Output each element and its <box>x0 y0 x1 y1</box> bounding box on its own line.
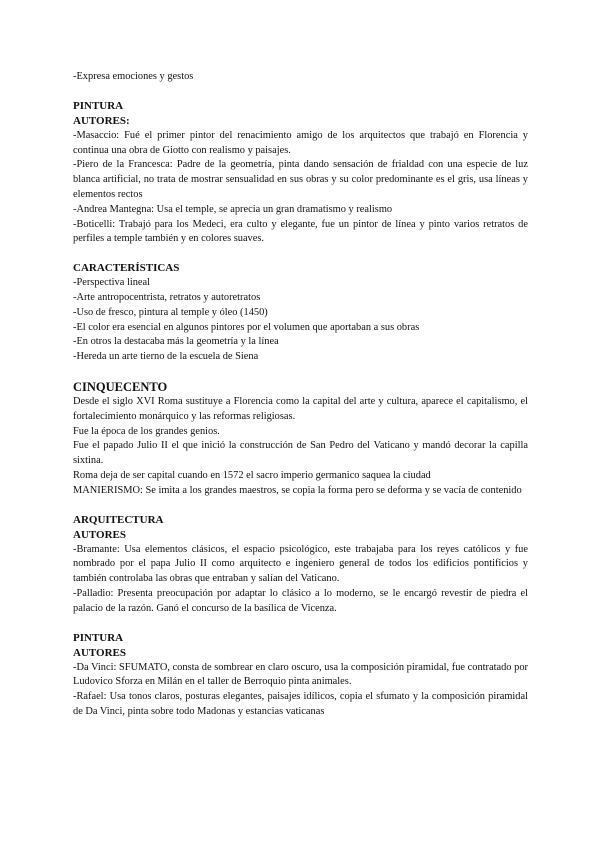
section-heading-arquitectura: ARQUITECTURA <box>73 513 164 526</box>
paragraph: -Da Vinci: SFUMATO, consta de sombrear en claro oscuro, usa la composición piramidal, fue contratado por Ludovico Sforza en Milán en el taller de Berroquio pinta animales. <box>73 661 528 688</box>
paragraph: MANIERISMO: Se imita a los grandes maestros, se copia la forma pero se deforma y se vacía de contenido <box>73 484 522 496</box>
list-item: -Hereda un arte tierno de la escuela de Siena <box>73 351 259 363</box>
subheading-autores: AUTORES <box>73 528 126 541</box>
list-item: -Perspectiva lineal <box>73 277 151 289</box>
subheading-autores: AUTORES <box>73 646 126 659</box>
list-item: -En otros la destacaba más la geometría y la línea <box>73 336 279 348</box>
paragraph: Desde el siglo XVI Roma sustituye a Florencia como la capital del arte y cultura, aparece el capitalismo, el fortalecimiento monárquico y las reformas religiosas. <box>73 395 528 422</box>
list-item: -El color era esencial en algunos pintores por el volumen que aportaban a sus obras <box>73 321 420 333</box>
list-item: -Uso de fresco, pintura al temple y óleo (1450) <box>73 306 268 318</box>
list-item: -Arte antropocentrista, retratos y autoretratos <box>73 291 261 303</box>
paragraph: Fue la época de los grandes genios. <box>73 425 220 437</box>
intro-line: -Expresa emociones y gestos <box>73 71 194 82</box>
paragraph: -Masaccio: Fué el primer pintor del renacimiento amigo de los arquitectos que trabajó en Florencia y continua una obra de Giotto con realismo y paisajes. <box>73 129 528 156</box>
paragraph: -Andrea Mantegna: Usa el temple, se aprecia un gran dramatismo y realismo <box>73 203 393 215</box>
paragraph: Roma deja de ser capital cuando en 1572 el sacro imperio germanico saquea la ciudad <box>73 469 431 481</box>
paragraph: Fue el papado Julio II el que inició la construcción de San Pedro del Vaticano y mandó decorar la capilla sixtina. <box>73 440 528 467</box>
document-body <box>73 70 528 720</box>
section-heading-cinquecento: CINQUECENTO <box>73 379 168 394</box>
paragraph: -Boticelli: Trabajó para los Medeci, era culto y elegante, fue un pintor de línea y pinto varios retratos de perfiles a temple también y en colores suaves. <box>73 218 528 245</box>
section-heading-pintura: PINTURA <box>73 99 124 112</box>
paragraph: -Bramante: Usa elementos clásicos, el espacio psicológico, este trabajaba para los reyes católicos y fue nombrado por el papa Julio II como arquitecto e ingeniero general de todos los edificios pontificios y también controlaba las obras que entraban y salían del Vaticano. <box>73 543 528 585</box>
paragraph: -Palladio: Presenta preocupación por adaptar lo clásico a lo moderno, se le encargó revestir de piedra el palacio de la razón. Ganó el concurso de la basílica de Vicenza. <box>73 587 528 614</box>
section-heading-pintura: PINTURA <box>73 631 124 644</box>
subheading-autores: AUTORES: <box>73 114 130 127</box>
paragraph: -Piero de la Francesca: Padre de la geometría, pinta dando sensación de frialdad con una especie de luz blanca artificial, no trata de mostrar sensualidad en sus obras y su color predominante es el gris, usa líneas y elementos rectos <box>73 159 528 200</box>
paragraph: -Rafael: Usa tonos claros, posturas elegantes, paisajes idílicos, copia el sfumato y la composición piramidal de Da Vinci, pinta sobre todo Madonas y estancias vaticanas <box>73 691 528 717</box>
section-heading-caracteristicas: CARACTERÍSTICAS <box>73 262 180 275</box>
